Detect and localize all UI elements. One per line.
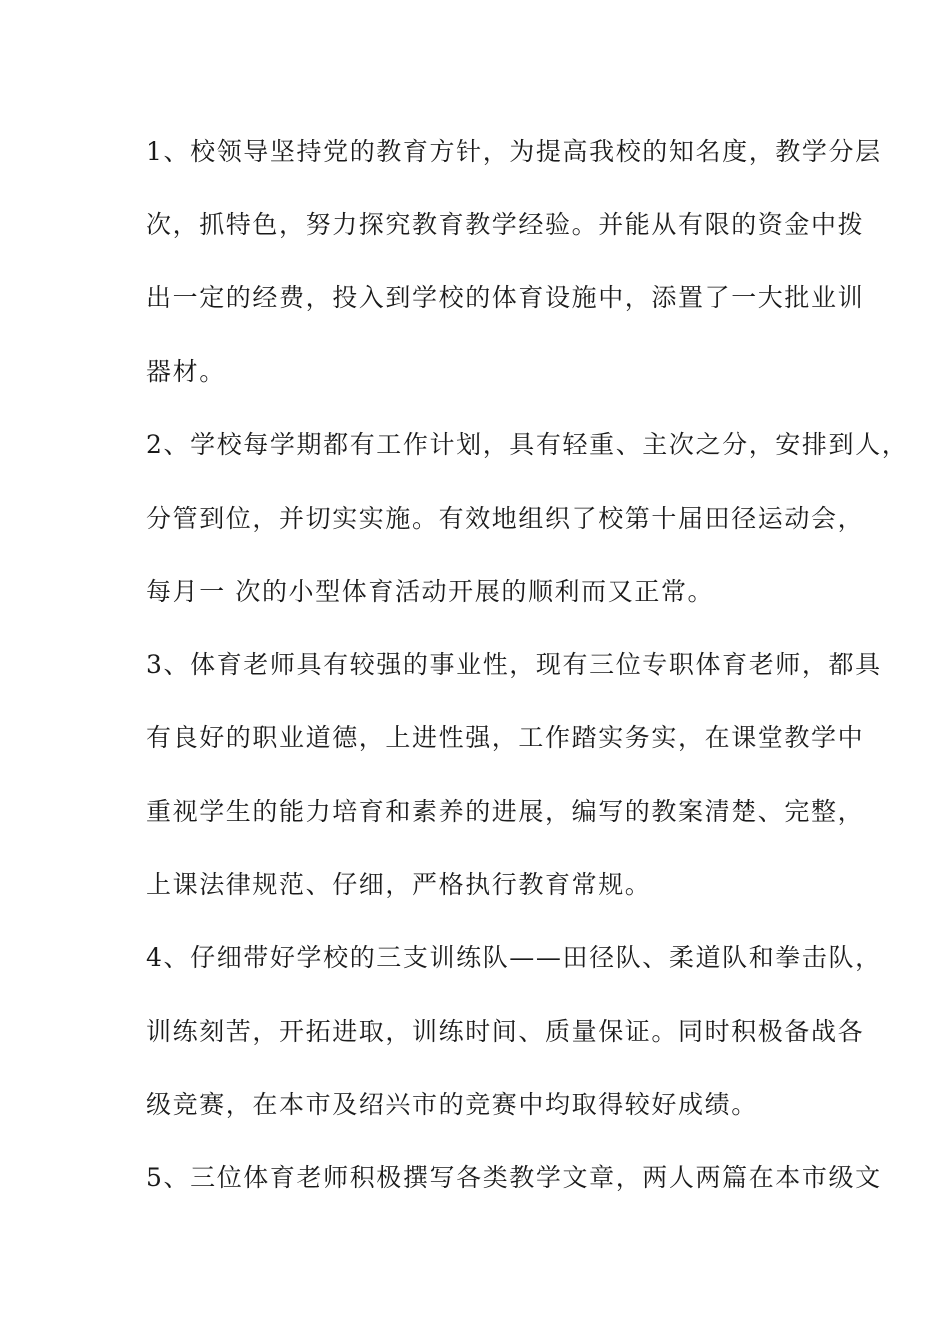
paragraph-4-line-1: 4、仔细带好学校的三支训练队——田径队、柔道队和拳击队， — [146, 943, 882, 972]
paragraph-3-line-3: 重视学生的能力培育和素养的进展，编写的教案清楚、完整， — [146, 797, 865, 826]
paragraph-2-line-3: 每月一 次的小型体育活动开展的顺利而又正常。 — [146, 577, 715, 606]
paragraph-4-line-3: 级竞赛，在本市及绍兴市的竞赛中均取得较好成绩。 — [146, 1090, 758, 1119]
paragraph-2-line-1: 2、学校每学期都有工作计划，具有轻重、主次之分，安排到人， — [146, 430, 909, 459]
paragraph-3-line-1: 3、体育老师具有较强的事业性，现有三位专职体育老师，都具 — [146, 650, 882, 679]
paragraph-1-line-4: 器材。 — [146, 357, 226, 386]
paragraph-5-line-1: 5、三位体育老师积极撰写各类教学文章，两人两篇在本市级文 — [146, 1163, 882, 1192]
paragraph-1-line-3: 出一定的经费，投入到学校的体育设施中，添置了一大批业训 — [146, 283, 865, 312]
paragraph-1-line-1: 1、校领导坚持党的教育方针，为提高我校的知名度，教学分层 — [146, 137, 882, 166]
paragraph-2-line-2: 分管到位，并切实实施。有效地组织了校第十届田径运动会， — [146, 504, 865, 533]
paragraph-4-line-2: 训练刻苦，开拓进取，训练时间、质量保证。同时积极备战各 — [146, 1017, 865, 1046]
paragraph-3-line-2: 有良好的职业道德，上进性强，工作踏实务实，在课堂教学中 — [146, 723, 865, 752]
paragraph-1-line-2: 次，抓特色，努力探究教育教学经验。并能从有限的资金中拨 — [146, 210, 865, 239]
paragraph-3-line-4: 上课法律规范、仔细，严格执行教育常规。 — [146, 870, 652, 899]
